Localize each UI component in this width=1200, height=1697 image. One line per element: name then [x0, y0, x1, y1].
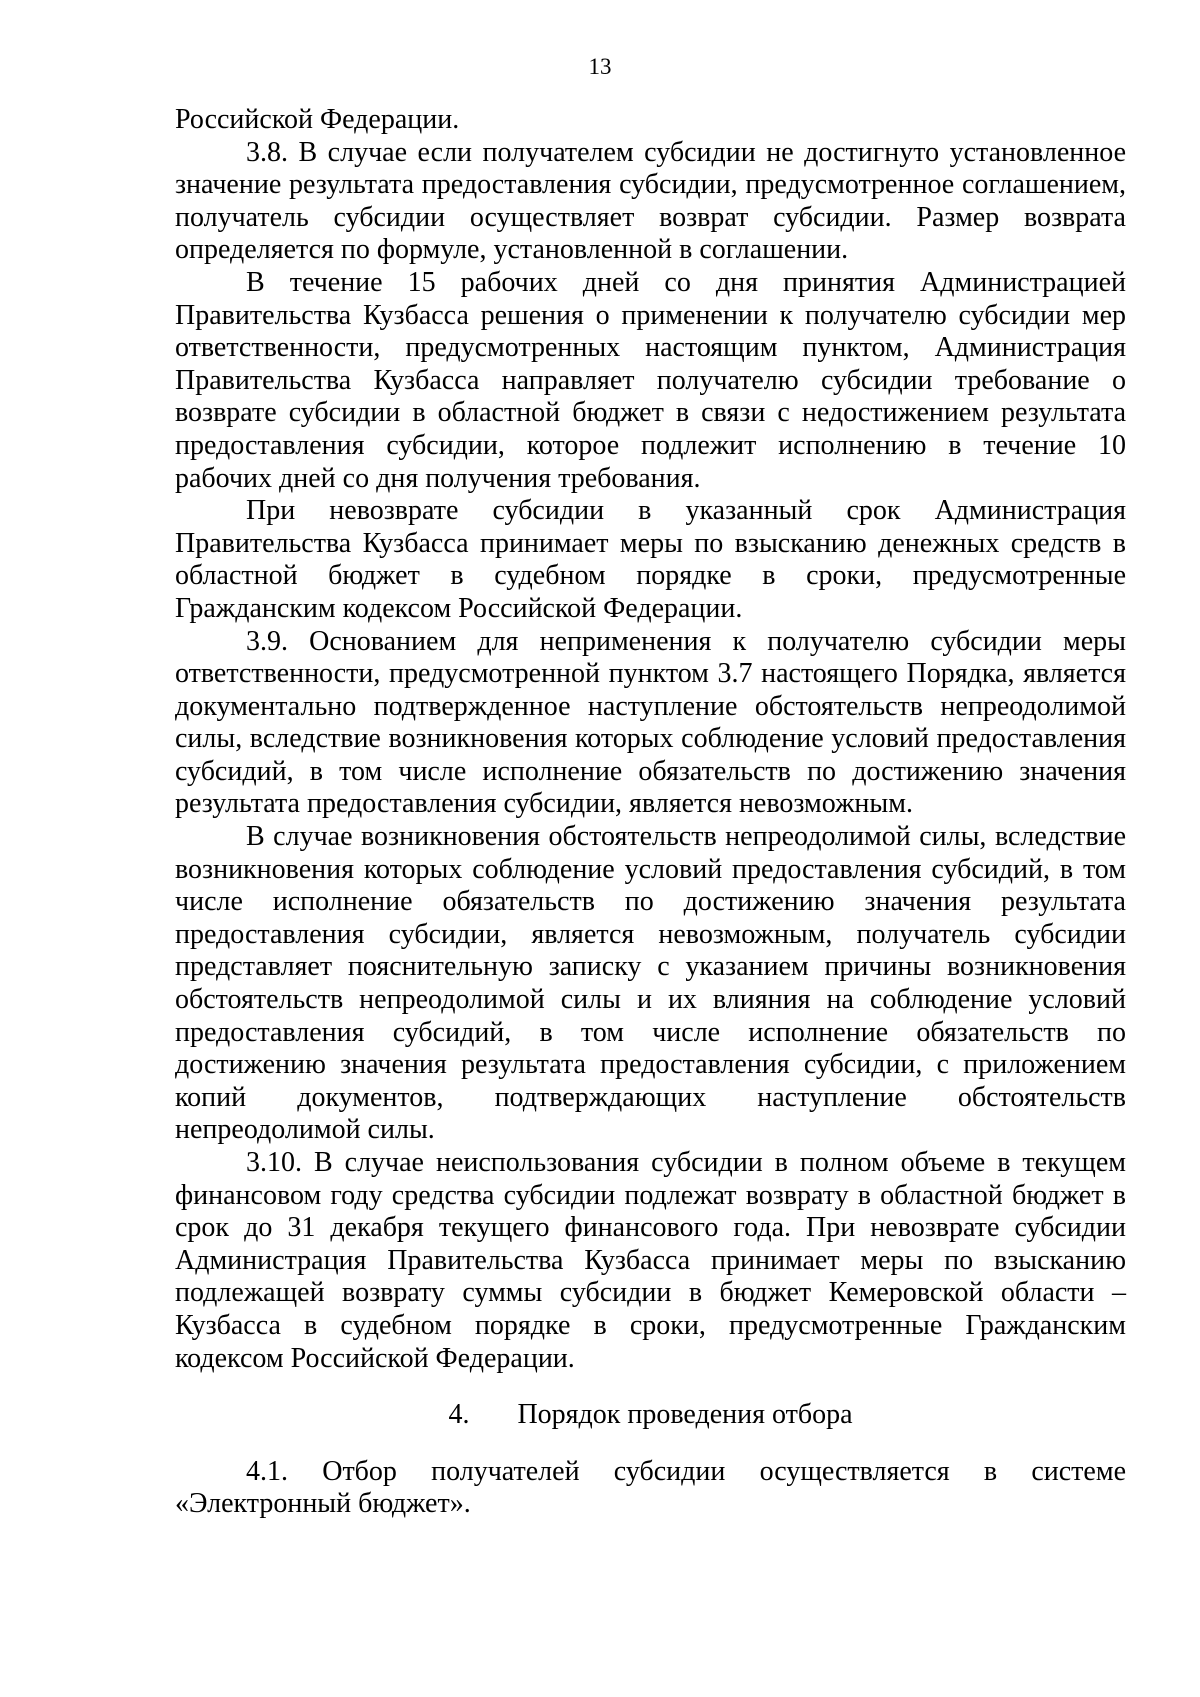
- document-body: [175, 104, 1126, 1521]
- page-number: 13: [588, 54, 612, 79]
- section-heading: [175, 1399, 1126, 1432]
- section-title: Порядок проведения отбора: [517, 1399, 853, 1431]
- paragraph-refund-demand: В течение 15 рабочих дней со дня принятия Администрацией Правительства Кузбасса решения о применении к получателю субсидии мер ответственности, предусмотренных настоящим пунктом, Администрация Правительства Кузбасса направляет получателю субсидии требование о возврате субсидии в областной бюджет в связи с недостижением результата предоставления субсидии, которое подлежит исполнению в течение 10 рабочих дней со дня получения требования.: [175, 266, 1126, 494]
- paragraph-4-1: 4.1. Отбор получателей субсидии осуществляется в системе «Электронный бюджет».: [175, 1455, 1126, 1520]
- section-number: 4.: [448, 1399, 470, 1431]
- paragraph-3-8: 3.8. В случае если получателем субсидии не достигнуто установленное значение результата предоставления субсидии, предусмотренное соглашением, получатель субсидии осуществляет возврат субсидии. Размер возврата определяется по формуле, установленной в соглашении.: [175, 136, 1126, 266]
- paragraph-3-10: 3.10. В случае неиспользования субсидии в полном объеме в текущем финансовом году средства субсидии подлежат возврату в областной бюджет в срок до 31 декабря текущего финансового года. При невозврате субсидии Администрация Правительства Кузбасса принимает меры по взысканию подлежащей возврату суммы субсидии в бюджет Кемеровской области – Кузбасса в судебном порядке в сроки, предусмотренные Гражданским кодексом Российской Федерации.: [175, 1147, 1126, 1374]
- paragraph-3-9: 3.9. Основанием для неприменения к получателю субсидии меры ответственности, предусмотренной пунктом 3.7 настоящего Порядка, является документально подтвержденное наступление обстоятельств непреодолимой силы, вследствие возникновения которых соблюдение условий предоставления субсидий, в том числе исполнение обязательств по достижению значения результата предоставления субсидии, является невозможным.: [175, 625, 1126, 820]
- paragraph-force-majeure: В случае возникновения обстоятельств непреодолимой силы, вследствие возникновения которых соблюдение условий предоставления субсидий, в том числе исполнение обязательств по достижению значения результата предоставления субсидии, является невозможным, получатель субсидии представляет пояснительную записку с указанием причины возникновения обстоятельств непреодолимой силы и их влияния на соблюдение условий предоставления субсидий, в том числе исполнение обязательств по достижению значения результата предоставления субсидии, с приложением копий документов, подтверждающих наступление обстоятельств непреодолимой силы.: [175, 821, 1126, 1146]
- paragraph-non-return: При невозврате субсидии в указанный срок Администрация Правительства Кузбасса принимает меры по взысканию денежных средств в областной бюджет в судебном порядке в сроки, предусмотренные Гражданским кодексом Российской Федерации.: [175, 495, 1126, 624]
- paragraph-continuation: Российской Федерации.: [175, 104, 460, 135]
